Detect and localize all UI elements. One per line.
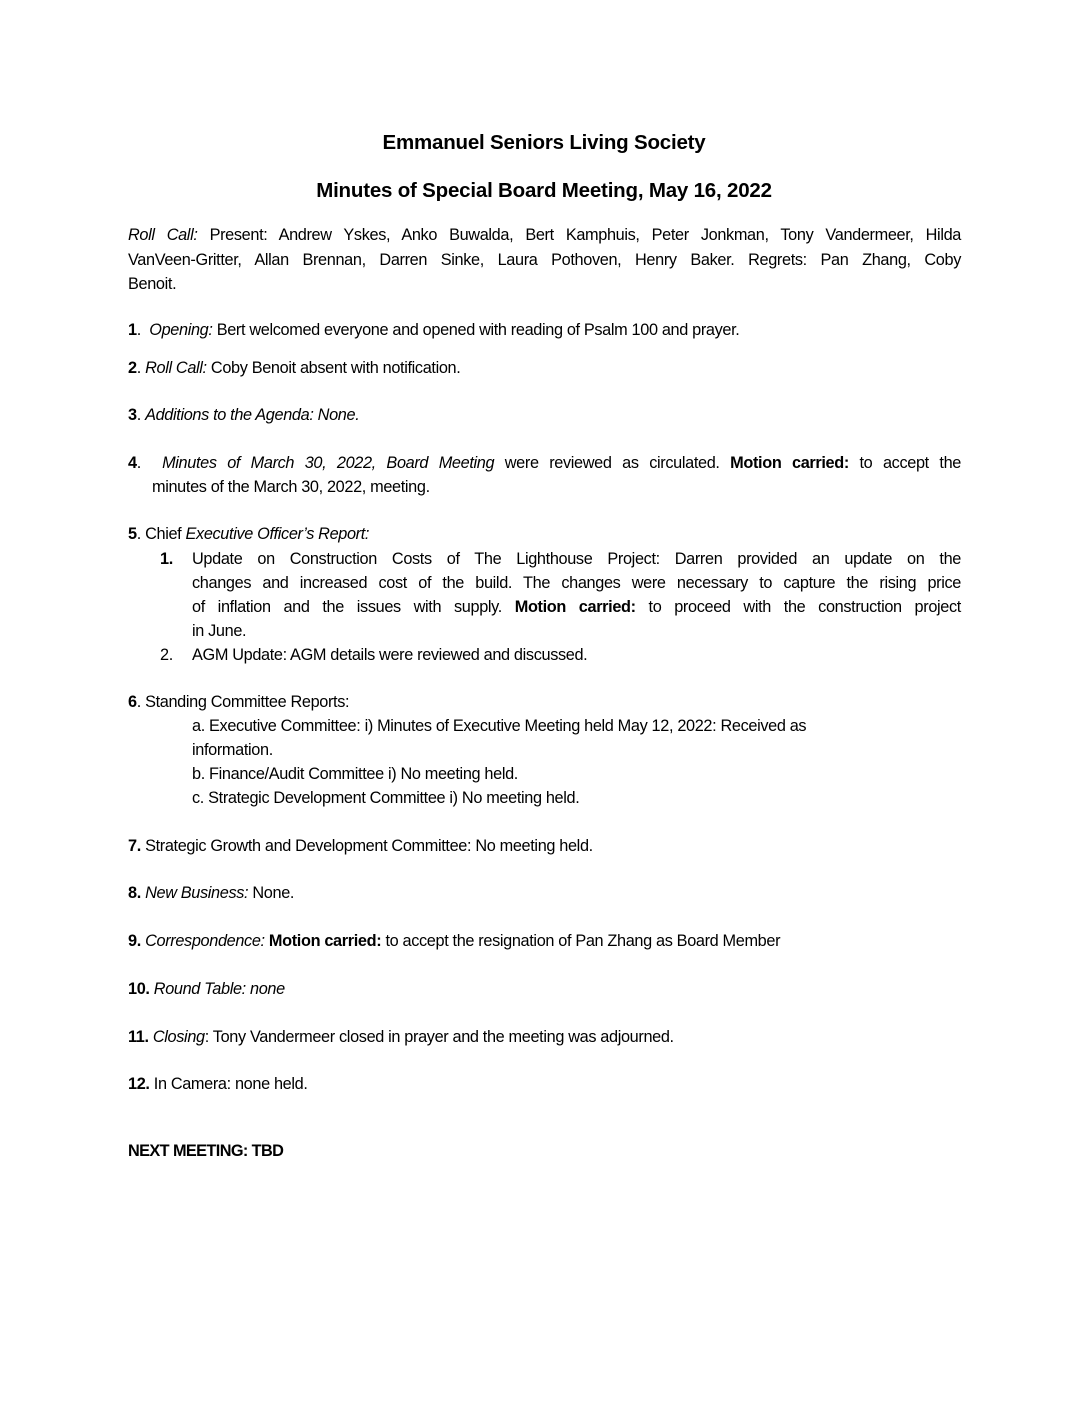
- sub-item-6a-line-1: a. Executive Committee: i) Minutes of Executive Meeting held May 12, 2022: Received as: [192, 717, 807, 735]
- organization-title: Emmanuel Seniors Living Society: [382, 131, 706, 154]
- roll-call-label: Roll Call:: [128, 226, 198, 244]
- agenda-item-4-cont: minutes of the March 30, 2022, meeting.: [152, 478, 430, 496]
- roll-call-line-3: Benoit.: [128, 275, 177, 293]
- agenda-item-12: 12. In Camera: none held.: [128, 1075, 308, 1093]
- sub-item-6b: b. Finance/Audit Committee i) No meeting held.: [192, 765, 518, 783]
- sub-item-5-2-line-1: AGM Update: AGM details were reviewed and discussed.: [192, 646, 588, 664]
- agenda-item-1: 1. Opening: Bert welcomed everyone and opened with reading of Psalm 100 and prayer.: [128, 321, 740, 339]
- agenda-item-8: 8. New Business: None.: [128, 884, 295, 902]
- sub-item-5-1-line-3: of inflation and the issues with supply. Motion carried: to proceed with the construction project: [192, 598, 961, 616]
- agenda-item-4: 4. Minutes of March 30, 2022, Board Meeting were reviewed as circulated. Motion carried: to accept the: [128, 454, 961, 472]
- motion-carried-label: Motion carried:: [730, 454, 849, 472]
- agenda-item-6: 6. Standing Committee Reports:: [128, 693, 350, 711]
- sub-item-5-1-line-2: changes and increased cost of the build. The changes were necessary to capture the rising price: [192, 574, 961, 592]
- sub-item-5-1-number: 1.: [160, 550, 173, 568]
- agenda-item-2: 2. Roll Call: Coby Benoit absent with notification.: [128, 359, 461, 377]
- sub-item-5-1-line-1: Update on Construction Costs of The Lighthouse Project: Darren provided an update on the: [192, 550, 961, 568]
- agenda-item-3: 3. Additions to the Agenda: None.: [128, 406, 360, 424]
- sub-item-5-2-number: 2.: [160, 646, 173, 664]
- agenda-item-9: 9. Correspondence: Motion carried: to accept the resignation of Pan Zhang as Board Member: [128, 932, 781, 950]
- agenda-item-5: 5. Chief Executive Officer’s Report:: [128, 525, 370, 543]
- meeting-title: Minutes of Special Board Meeting, May 16, 2022: [316, 179, 772, 202]
- next-meeting: NEXT MEETING: TBD: [128, 1142, 284, 1160]
- motion-carried-label: Motion carried:: [514, 598, 636, 616]
- roll-call-line-2: VanVeen-Gritter, Allan Brennan, Darren Sinke, Laura Pothoven, Henry Baker. Regrets: Pan Zhang, Coby: [128, 251, 961, 269]
- sub-item-6a-line-2: information.: [192, 741, 273, 759]
- sub-item-6c: c. Strategic Development Committee i) No meeting held.: [192, 789, 580, 807]
- motion-carried-label: Motion carried:: [268, 932, 382, 950]
- agenda-item-11: 11. Closing: Tony Vandermeer closed in prayer and the meeting was adjourned.: [128, 1028, 674, 1046]
- sub-item-5-1-line-4: in June.: [192, 622, 247, 640]
- agenda-item-10: 10. Round Table: none: [128, 980, 285, 998]
- roll-call-line-1: Roll Call: Present: Andrew Yskes, Anko Buwalda, Bert Kamphuis, Peter Jonkman, Tony Vandermeer, Hilda: [128, 226, 961, 244]
- agenda-item-7: 7. Strategic Growth and Development Committee: No meeting held.: [128, 837, 593, 855]
